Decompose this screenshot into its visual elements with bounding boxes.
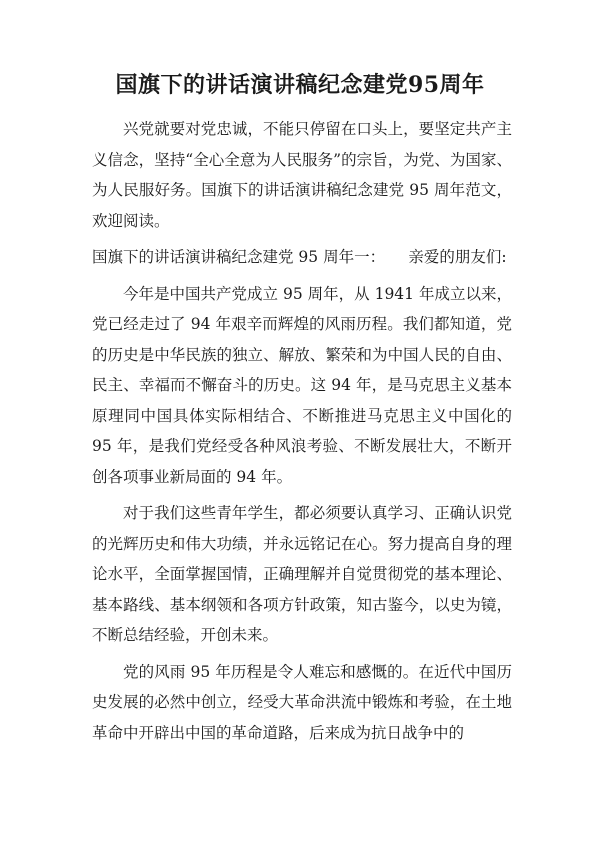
- body-paragraph: 党的风雨 95 年历程是令人难忘和感慨的。在近代中国历史发展的必然中创立，经受大革命洪流中锻炼和考验，在土地革命中开辟出中国的革命道路，后来成为抗日战争中的: [92, 662, 512, 742]
- body-paragraph: 今年是中国共产党成立 95 周年，从 1941 年成立以来，党已经走过了 94 年艰辛而辉煌的风雨历程。我们都知道，党的历史是中华民族的独立、解放、繁荣和为中国人民的自由、民主、幸福而不懈奋斗的历史。这 94 年，是马克思主义基本原理同中国具体实际相结合、不断推进马克思主义中国化的 95 年，是我们党经受各种风浪考验、不断发展壮大，不断开创各项事业新局面的 94 年。: [92, 284, 512, 486]
- section-heading-paragraph: 国旗下的讲话演讲稿纪念建党 95 周年一： 亲爱的朋友们:: [92, 248, 507, 266]
- document-body: [92, 114, 512, 748]
- intro-paragraph: 兴党就要对党忠诚，不能只停留在口头上，要坚定共产主义信念，坚持“全心全意为人民服务”的宗旨，为党、为国家、为人民服好务。国旗下的讲话演讲稿纪念建党 95 周年范文，欢迎阅读。: [92, 120, 512, 230]
- body-paragraph: 对于我们这些青年学生，都必须要认真学习、正确认识党的光辉历史和伟大功绩，并永远铭记在心。努力提高自身的理论水平，全面掌握国情，正确理解并自觉贯彻党的基本理论、基本路线、基本纲领和各项方针政策，知古鉴今，以史为镜，不断总结经验，开创未来。: [92, 504, 512, 644]
- document-title: 国旗下的讲话演讲稿纪念建党95周年: [115, 72, 485, 98]
